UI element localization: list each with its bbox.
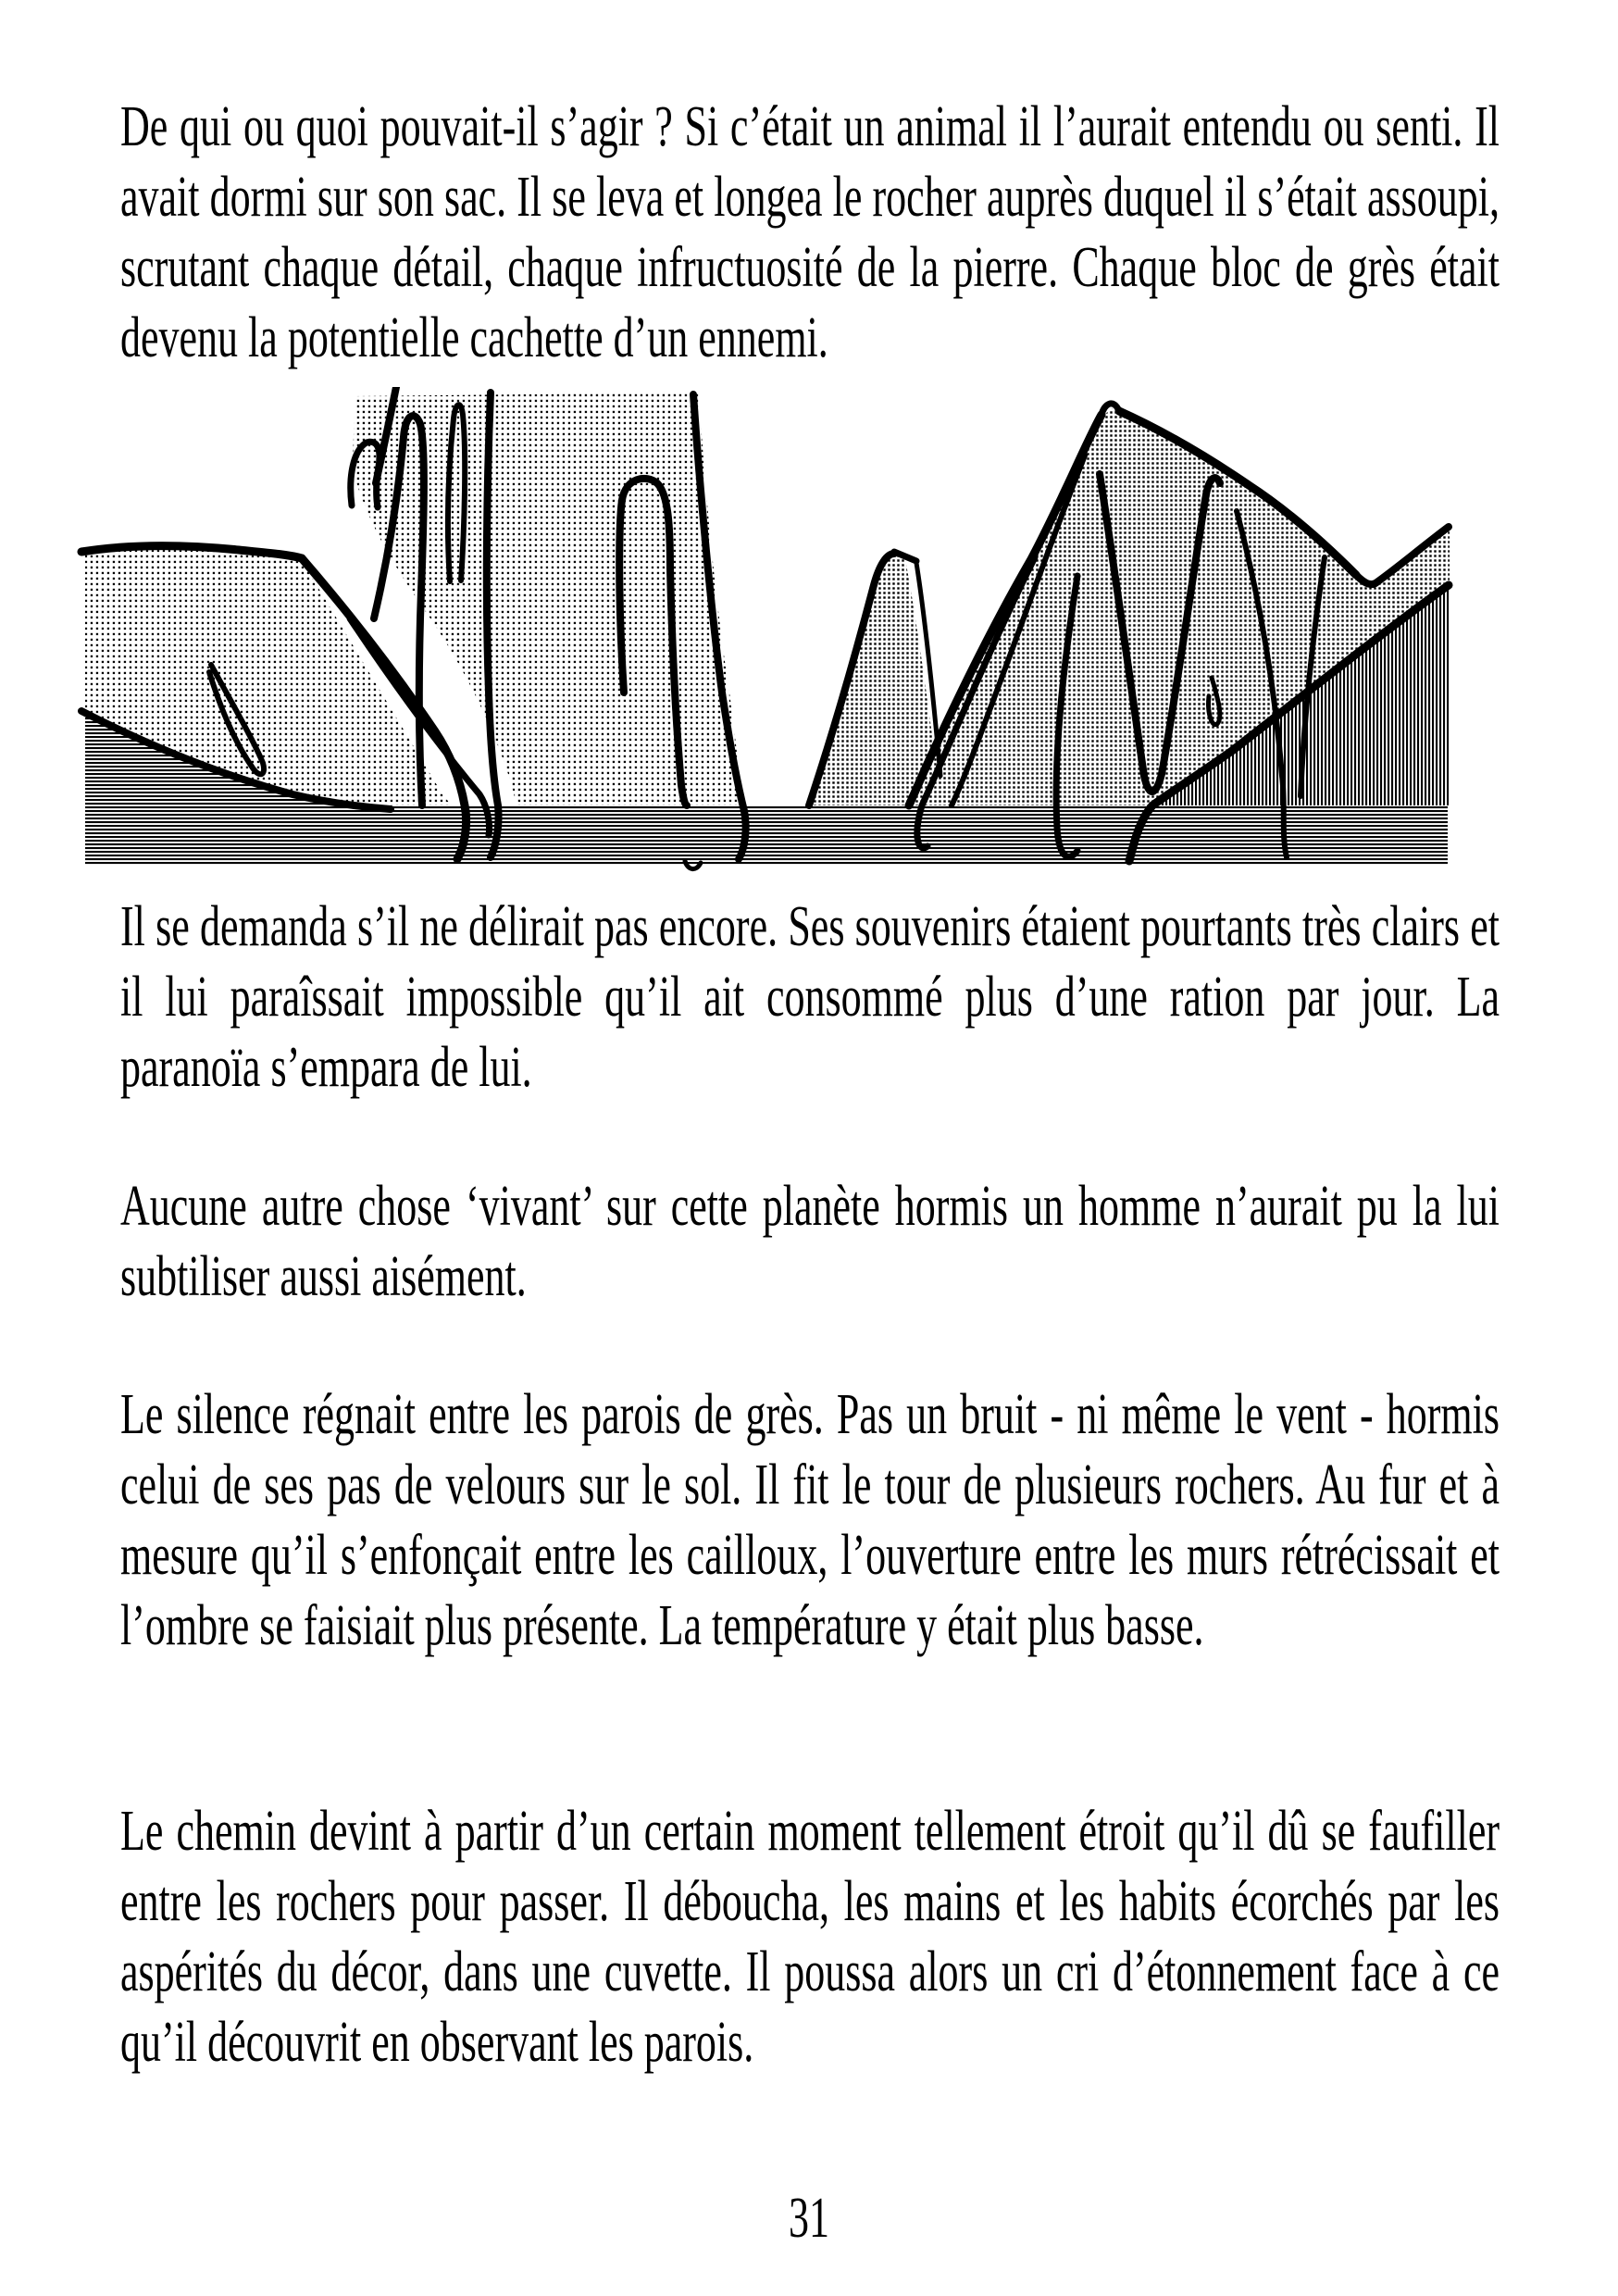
paragraph-5: Le chemin devint à partir d’un certain moment tellement étroit qu’il dû se faufiller entre les rochers pour passer. Il déboucha, les mains et les habits écorchés par les aspérités du décor, dans une cuvette. Il poussa alors un cri d’étonnement face à ce qu’il découvrit en observant les parois. — [120, 1798, 1500, 2075]
rock-canyon-illustration — [72, 387, 1461, 882]
paragraph-2: Il se demanda s’il ne délirait pas encore. Ses souvenirs étaient pourtants très clairs et il lui paraîssait impossible qu’il ait consommé plus d’une ration par jour. La paranoïa s’empara de lui. — [120, 893, 1500, 1100]
page-number: 31 — [789, 2185, 829, 2250]
paragraph-3: Aucune autre chose ‘vivant’ sur cette planète hormis un homme n’aurait pu la lui subtiliser aussi aisément. — [120, 1173, 1500, 1309]
paragraph-1: De qui ou quoi pouvait-il s’agir ? Si c’était un animal il l’aurait entendu ou senti. Il avait dormi sur son sac. Il se leva et longea le rocher auprès duquel il s’était assoupi, scrutant chaque détail, chaque infructuosité de la pierre. Chaque bloc de grès était devenu la potentielle cachette d’un ennemi. — [120, 94, 1500, 370]
rock-canyon-drawing — [72, 387, 1461, 882]
paragraph-4: Le silence régnait entre les parois de grès. Pas un bruit - ni même le vent - hormis celui de ses pas de velours sur le sol. Il fit le tour de plusieurs rochers. Au fur et à mesure qu’il s’enfonçait entre les cailloux, l’ouverture entre les murs rétrécissait et l’ombre se faisiait plus présente. La température y était plus basse. — [120, 1381, 1500, 1658]
